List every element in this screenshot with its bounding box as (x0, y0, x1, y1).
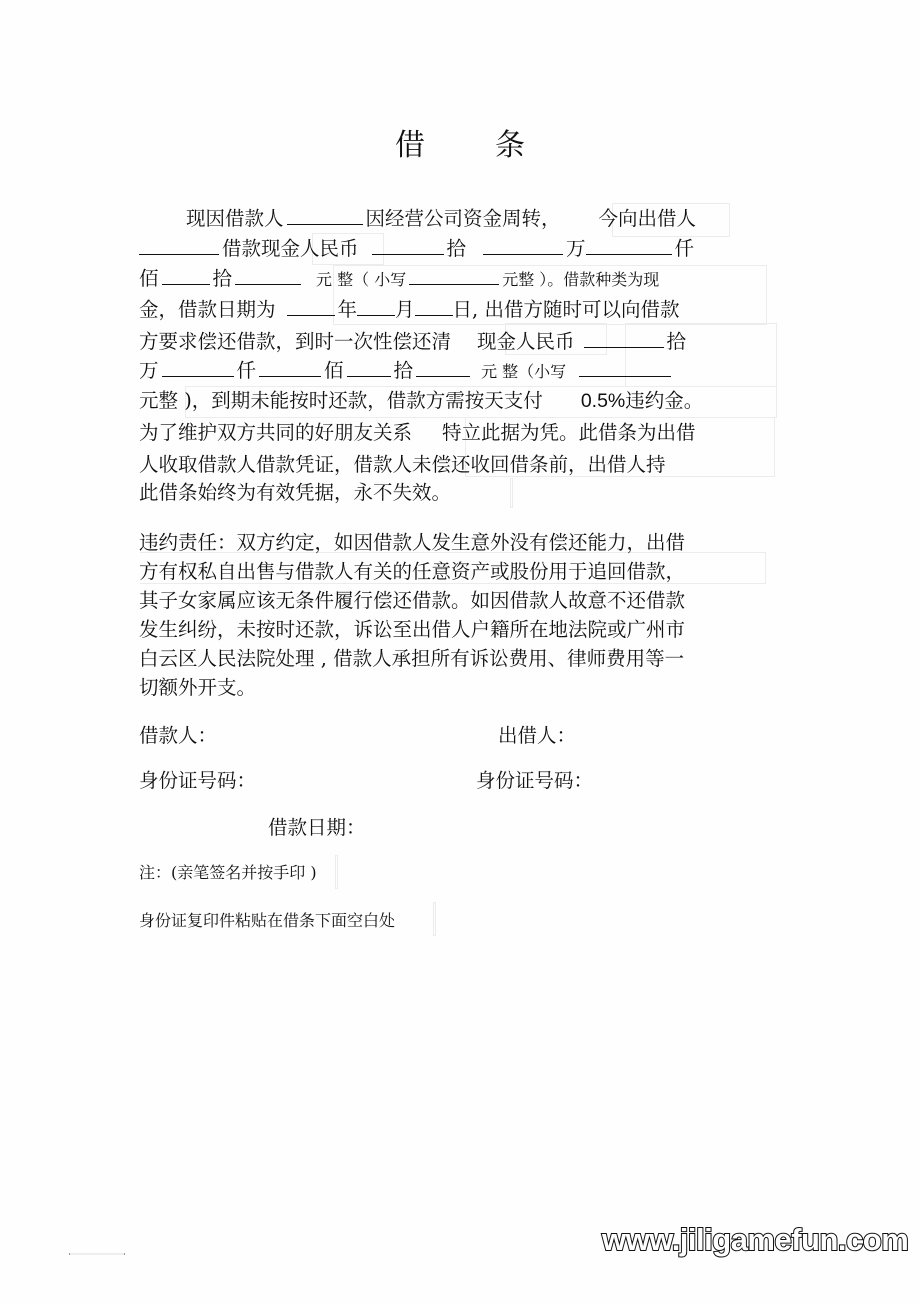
repay-wan-blank (162, 358, 234, 377)
repay-shi-blank (416, 358, 470, 377)
note-id-copy: 身份证复印件粘贴在借条下面空白处 (139, 911, 396, 930)
paragraph1-line8: 为了维护双方共同的好朋友关系 特立此据为凭。此借条为出借 (139, 421, 696, 444)
amount-shiwan-blank (372, 236, 444, 255)
lender-id-label: 身份证号码： (476, 769, 594, 792)
paragraph1-line4: 金，借款日期为 年 月 日, 出借方随时可以向借款 (139, 298, 680, 321)
loan-year-blank (287, 297, 335, 316)
loan-day-blank (415, 297, 453, 316)
document-title (0, 120, 920, 164)
repay-qian-blank (259, 358, 321, 377)
amount-wan-blank (483, 236, 563, 255)
breach-line3: 其子女家属应该无条件履行偿还借款。如因借款人故意不还借款 (139, 589, 686, 612)
breach-line1: 违约责任：双方约定，如因借款人发生意外没有偿还能力，出借 (139, 531, 686, 554)
paragraph1-line5: 方要求偿还借款，到时一次性偿还清 现金人民币 拾 (139, 330, 687, 353)
paragraph1-line1: 现因借款人 因经营公司资金周转， 今向出借人 (186, 207, 697, 230)
page-footer-mark (69, 1253, 125, 1255)
borrower-id-label: 身份证号码： (139, 769, 257, 792)
title-char-2: 条 (495, 128, 525, 163)
paragraph1-line6: 万 仟 佰 拾 元 整（小写 (139, 358, 674, 385)
scan-artifact-line (335, 855, 338, 889)
watermark-text: www.jiligamefun.com (602, 1222, 909, 1257)
borrower-name-blank (287, 206, 363, 225)
lender-signature-label: 出借人： (498, 724, 577, 747)
borrower-signature-label: 借款人： (139, 724, 218, 747)
paragraph1-line10: 此借条始终为有效凭据，永不失效。 (139, 481, 452, 504)
breach-line5: 白云区人民法院处理 , 借款人承担所有诉讼费用、律师费用等一 (139, 647, 685, 670)
breach-line4: 发生纠纷，未按时还款，诉讼至出借人户籍所在地法院或广州市 (139, 618, 686, 641)
amount-numeric-blank (409, 266, 499, 285)
scan-artifact-line (510, 478, 513, 508)
repay-shiwan-blank (584, 329, 664, 348)
penalty-rate: 0.5% (580, 390, 626, 412)
paragraph1-line2: 借款现金人民币 拾 万 仟 (139, 236, 694, 262)
amount-bai-blank (162, 266, 210, 285)
amount-qian-blank (586, 236, 672, 255)
breach-line6: 切额外开支。 (139, 676, 257, 699)
scan-artifact-line (433, 902, 436, 936)
loan-month-blank (357, 297, 395, 316)
title-char-1: 借 (395, 128, 425, 163)
amount-shi-blank (235, 266, 301, 285)
paragraph1-line7: 元整 )，到期未能按时还款，借款方需按天支付 0.5%违约金。 (139, 389, 704, 412)
repay-numeric-blank (579, 358, 671, 377)
loan-date-label: 借款日期： (268, 816, 366, 839)
note-sign-fingerprint: 注：(亲笔签名并按手印 ) (139, 863, 317, 882)
paragraph1-line9: 人收取借款人借款凭证，借款人未偿还收回借条前，出借人持 (139, 453, 666, 476)
paragraph1-line3: 佰 拾 元 整（ 小写 元整 ）。借款种类为现 (139, 267, 660, 290)
repay-bai-blank (347, 358, 391, 377)
lender-name-blank (139, 236, 219, 255)
breach-line2: 方有权私自出售与借款人有关的任意资产或股份用于追回借款， (139, 560, 686, 583)
